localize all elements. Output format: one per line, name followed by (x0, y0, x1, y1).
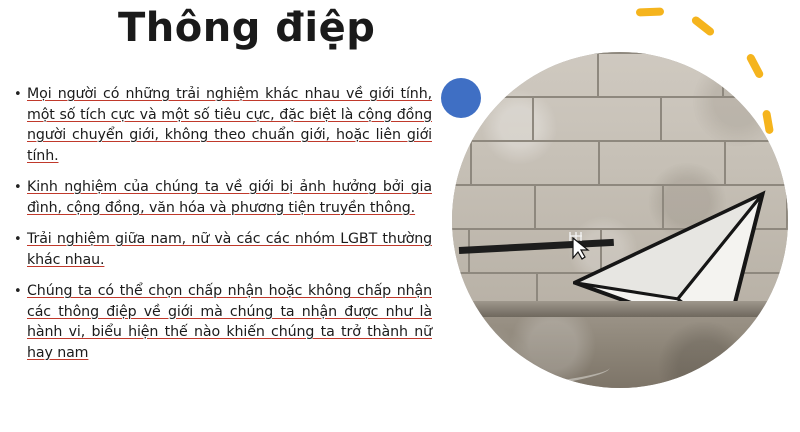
photo-content (452, 52, 788, 388)
page-title: Thông điệp (118, 5, 376, 51)
bullet-list (14, 84, 432, 374)
wall-ledge (452, 301, 788, 318)
bullet-text: Mọi người có những trải nghiệm khác nhau về giới tính, một số tích cực và một số tiêu cực, đặc biệt là cộng đồng người chuyển giới, không theo chuẩn giới, hoặc liên giới tính. (27, 86, 432, 164)
brick-row (452, 140, 788, 186)
bullet-text: Kinh nghiệm của chúng ta về giới bị ảnh hưởng bởi gia đình, cộng đồng, văn hóa và phương tiện truyền thông. (27, 179, 432, 216)
base-wall (452, 317, 788, 388)
yellow-dash-decoration (636, 8, 664, 17)
bullet-text: Trải nghiệm giữa nam, nữ và các các nhóm LGBT thường khác nhau. (27, 231, 432, 268)
bullet-marker-icon: • (14, 284, 22, 299)
yellow-dash-decoration (690, 15, 715, 37)
list-item (14, 281, 432, 363)
bullet-marker-icon: • (14, 87, 22, 102)
brick-row (452, 96, 788, 142)
bullet-marker-icon: • (14, 180, 22, 195)
bullet-marker-icon: • (14, 232, 22, 247)
brick-row (452, 52, 788, 98)
circular-photo (452, 52, 788, 388)
bullet-text: Chúng ta có thể chọn chấp nhận hoặc không chấp nhận các thông điệp về giới mà chúng ta nhận được như là hành vi, biểu hiện thế nào khiến chúng ta trở thành nữ hay nam (27, 283, 432, 361)
list-item (14, 177, 432, 218)
list-item (14, 84, 432, 166)
list-item (14, 229, 432, 270)
